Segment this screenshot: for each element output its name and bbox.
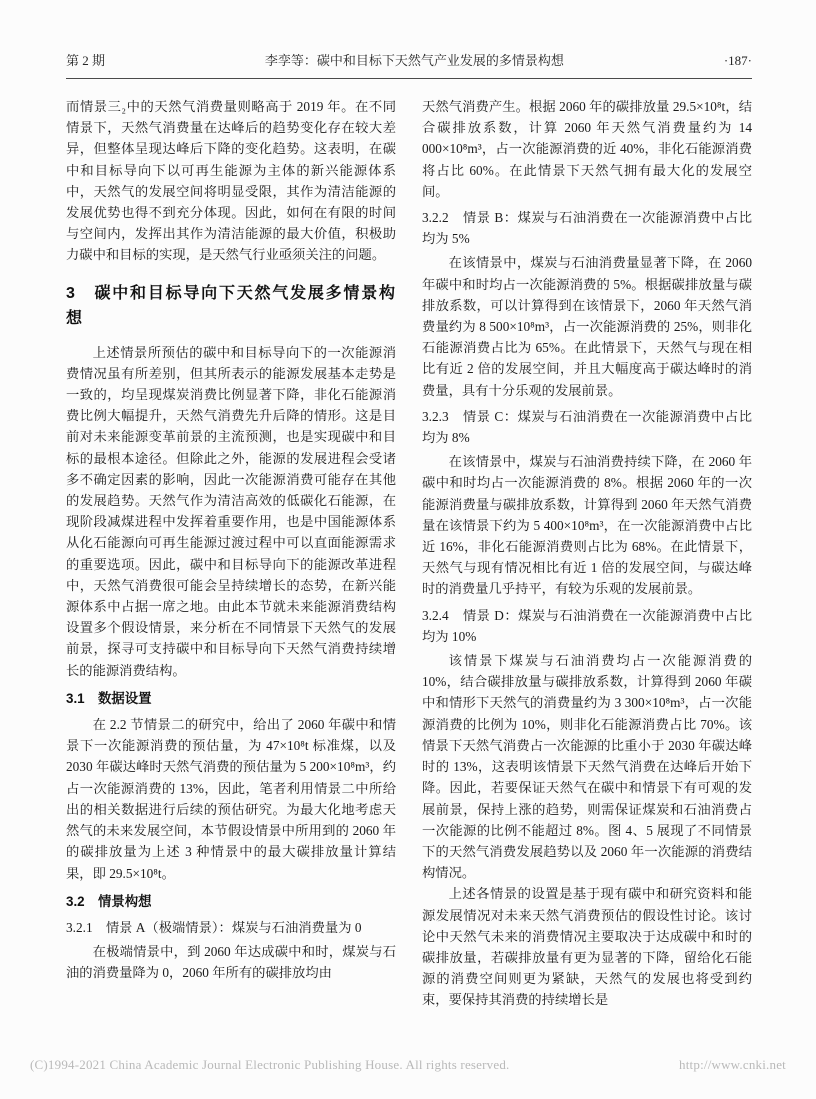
subsubsection-heading: 3.2.4 情景 D：煤炭与石油消费在一次能源消费中占比均为 10% <box>422 607 752 644</box>
article-body <box>66 96 752 1011</box>
paragraph-continued: 天然气消费产生。根据 2060 年的碳排放量 29.5×10⁸t，结合碳排放系数，计算 2060 年天然气消费量约为 14 000×10⁸m³，占一次能源消费的近 40%，非化石能源消费将占比 60%。在此情景下天然气拥有最大化的发展空间。 <box>422 99 752 199</box>
page-footer <box>30 1057 786 1073</box>
section-heading: 3 碳中和目标导向下天然气发展多情景构想 <box>66 284 396 327</box>
paragraph-continued: 而情景三₂中的天然气消费量则略高于 2019 年。在不同情景下，天然气消费量在达峰后的趋势变化存在较大差异，但整体呈现达峰后下降的变化趋势。这表明，在碳中和目标导向下以可再生能源为主体的新兴能源体系中，天然气的发展空间将明显受限，其作为清洁能源的发展优势也得不到充分体现。因此，如何在有限的时间与空间内，发挥出其作为清洁能源的最大价值，积极助力碳中和目标的实现，是天然气行业亟须关注的问题。 <box>66 99 396 263</box>
copyright-notice: (C)1994-2021 China Academic Journal Electronic Publishing House. All rights reserved. <box>30 1057 510 1072</box>
paragraph: 在该情景中，煤炭与石油消费持续下降，在 2060 年碳中和时均占一次能源消费的 8%。根据 2060 年的一次能源消费量与碳排放系数，计算得到 2060 年天然气消费量在该情景下约为 5 400×10⁸m³，在一次能源消费中占比近 16%，非化石能源消费则占比为 68%。在此情景下，天然气与现有情况相比有近 1 倍的发展空间，与碳达峰时的消费量几乎持平，有较为乐观的发展前景。 <box>422 454 752 597</box>
subsubsection-heading: 3.2.1 情景 A（极端情景）：煤炭与石油消费量为 0 <box>66 919 362 935</box>
subsubsection-heading: 3.2.2 情景 B：煤炭与石油消费在一次能源消费中占比均为 5% <box>422 210 752 247</box>
journal-issue: 第 2 期 <box>66 53 106 68</box>
paragraph: 上述情景所预估的碳中和目标导向下的一次能源消费情况虽有所差别，但其所表示的能源发展基本走势是一致的，均呈现煤炭消费比例显著下降，非化石能源消费比例大幅提升，天然气消费先升后降的情形。这是目前对未来能源变革前景的主流预测，也是实现碳中和目标的最根本途径。但除此之外，能源的发展进程会受诸多不确定因素的影响，因此一次能源消费可能存在其他的发展趋势。天然气作为清洁高效的低碳化石能源，在现阶段减煤进程中发挥着重要作用，也是中国能源体系从化石能源向可再生能源过渡过程中可以直面能源需求的重要选项。因此，碳中和目标导向下的能源改革进程中，天然气消费很可能会呈持续增长的态势，在新兴能源体系中占据一席之地。由此本节就未来能源消费结构设置多个假设情景，来分析在不同情景下天然气的发展前景，探寻可支持碳中和目标导向下天然气消费持续增长的能源消费结构。 <box>66 344 396 678</box>
subsubsection-heading: 3.2.3 情景 C：煤炭与石油消费在一次能源消费中占比均为 8% <box>422 408 752 446</box>
paragraph: 上述各情景的设置是基于现有碳中和研究资料和能源发展情况对未来天然气消费预估的假设性讨论。该讨论中天然气未来的消费情况主要取决于达成碳中和时的碳排放量，若碳排放量有更为显著的下降，留给化石能源的消费空间则更为紧缺，天然气的发展也将受到约束，要保持其消费的持续增长是 <box>422 886 752 1008</box>
running-title: 李孪等：碳中和目标下天然气产业发展的多情景构想 <box>264 53 564 68</box>
paragraph: 在 2.2 节情景二的研究中，给出了 2060 年碳中和情景下一次能源消费的预估量，为 47×10⁸t 标准煤，以及 2030 年碳达峰时天然气消费的预估量为 5 200×10⁸m³，约占一次能源消费的 13%，因此，笔者利用情景二中所给出的相关数据进行后续的预估研究。为最大化地考虑天然气的未来发展空间，本节假设情景中所用到的 2060 年的碳排放量为上述 3 种情景中的最大碳排放量计算结果，即 29.5×10⁸t。 <box>66 717 396 881</box>
subsection-heading: 3.2 情景构想 <box>66 893 152 909</box>
subsection-heading: 3.1 数据设置 <box>66 690 152 706</box>
cnki-url: http://www.cnki.net <box>679 1057 786 1072</box>
right-column <box>422 96 752 1011</box>
page-number: ·187· <box>723 53 752 68</box>
paragraph: 在极端情景中，到 2060 年达成碳中和时，煤炭与石油的消费量降为 0，2060 年所有的碳排放均由 <box>66 944 396 981</box>
paragraph: 该情景下煤炭与石油消费均占一次能源消费的 10%，结合碳排放量与碳排放系数，计算得到 2060 年碳中和情形下天然气的消费量约为 3 300×10⁸m³，占一次能源消费的比例为 10%，则非化石能源消费占比 70%。该情景下天然气消费占一次能源的比重小于 2030 年碳达峰时的 13%，这表明该情景下天然气消费在达峰后开始下降。因此，若要保证天然气在碳中和情景下有可观的发展前景，保持上涨的趋势，则需保证煤炭和石油消费占一次能源的比例不能超过 8%。图 4、5 展现了不同情景下的天然气消费发展趋势以及 2060 年一次能源的消费结构情况。 <box>422 653 752 881</box>
paragraph: 在该情景中，煤炭与石油消费量显著下降，在 2060 年碳中和时均占一次能源消费的 5%。根据碳排放量与碳排放系数，可以计算得到在该情景下，2060 年天然气消费量约为 8 500×10⁸m³，占一次能源消费的 25%，则非化石能源消费占比为 65%。在此情景下，天然气与现在相比有近 2 倍的发展空间，并且大幅度高于碳达峰时的消费量，具有十分乐观的发展前景。 <box>422 255 752 398</box>
page-header <box>66 50 752 79</box>
left-column <box>66 96 396 1011</box>
